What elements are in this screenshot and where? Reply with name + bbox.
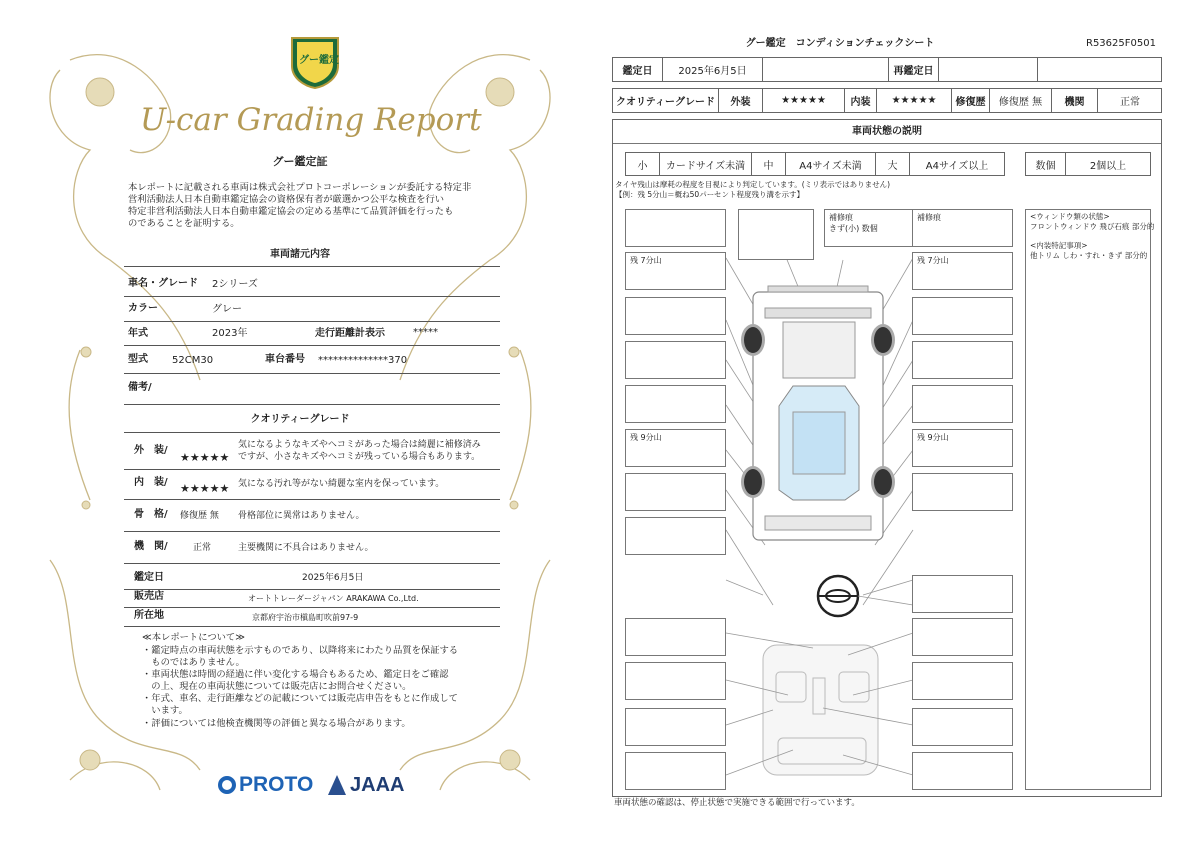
interior-box xyxy=(625,662,726,700)
model-value: 52CM30 xyxy=(172,355,214,366)
jaaa-logo-text: JAAA xyxy=(350,773,405,796)
logo-text: グー鑑定 xyxy=(299,55,339,66)
dealer-value: オートトレーダージャパン ARAKAWA Co.,Ltd. xyxy=(248,594,419,603)
tire-rear-left-icon xyxy=(741,466,765,498)
tire-front-right-icon xyxy=(871,324,895,356)
proto-mark-icon xyxy=(218,776,236,794)
frame-label: 骨 格/ xyxy=(134,509,168,520)
date-row xyxy=(612,57,1162,82)
grade-row xyxy=(612,88,1162,113)
name-label: 車名・グレード xyxy=(128,278,198,289)
ext-desc-line: ですが、小さなキズやヘコミが残っている場合もあります。 xyxy=(238,451,481,462)
intro-line: のであることを証明する。 xyxy=(128,218,240,230)
date-value: 2025年6月5日 xyxy=(302,573,364,583)
tire-note-1: タイヤ残山は摩耗の程度を目視により判定しています。(ミリ表示ではありません) xyxy=(615,180,891,189)
redate-value xyxy=(939,58,1038,81)
panel-box xyxy=(912,341,1013,379)
window-title: <ウィンドウ類の状態> xyxy=(1030,212,1110,221)
engine-label: 機 関/ xyxy=(134,541,168,552)
sheet-ext-value: ★★★★★ xyxy=(763,89,845,112)
panel-box xyxy=(912,473,1013,511)
history-value: 修復歴 無 xyxy=(990,89,1052,112)
chassis-label: 車台番号 xyxy=(265,354,305,365)
legend-small: 小 xyxy=(626,153,660,175)
sheet-date-value: 2025年6月5日 xyxy=(663,58,763,81)
int-desc: 気になる汚れ等がない綺麗な室内を保っています。 xyxy=(238,479,445,489)
panel-box xyxy=(625,385,726,423)
tire-front-left-icon xyxy=(741,324,765,356)
tire-box-front-left xyxy=(625,252,726,290)
mileage-value: ***** xyxy=(413,327,438,338)
engine-desc: 主要機関に不具合はありません。 xyxy=(238,543,374,553)
notes-title: ≪本レポートについて≫ xyxy=(142,632,245,643)
int-stars: ★★★★★ xyxy=(180,482,230,495)
note-line: ものではありません。 xyxy=(142,657,245,669)
sheet-ext-label: 外装 xyxy=(719,89,763,112)
note-line: います。 xyxy=(142,705,188,717)
interior-box xyxy=(912,752,1013,790)
interior-box xyxy=(625,708,726,746)
sheet-date-label: 鑑定日 xyxy=(613,58,663,81)
model-label: 型式 xyxy=(128,354,148,365)
sheet-engine-label: 機関 xyxy=(1052,89,1098,112)
panel-box xyxy=(625,473,726,511)
state-title: 車両状態の説明 xyxy=(852,126,922,137)
color-value: グレー xyxy=(212,304,242,315)
sheet-int-label: 内装 xyxy=(845,89,877,112)
blank-cell xyxy=(763,58,889,81)
color-label: カラー xyxy=(128,303,158,314)
note-line: ・車両状態は時間の経過に伴い変化する場合もあるため、鑑定日をご確認 xyxy=(142,669,449,681)
mileage-label: 走行距離計表示 xyxy=(315,328,385,339)
window-text: フロントウィンドウ 飛び石痕 部分的 xyxy=(1030,222,1155,231)
engine-value: 正常 xyxy=(193,543,212,553)
sheet-title: グー鑑定 コンディションチェックシート xyxy=(745,38,935,49)
panel-box xyxy=(912,385,1013,423)
steering-box xyxy=(912,575,1013,613)
panel-box xyxy=(625,209,726,247)
panel-box xyxy=(738,209,814,260)
count-legend xyxy=(1025,152,1151,176)
intro-line: 特定非営利活動法人日本自動車鑑定協会の定める基準にて品質評価を行ったも xyxy=(128,206,454,218)
interior-box xyxy=(625,752,726,790)
notes-column xyxy=(1025,209,1155,790)
interior-text: 他トリム しわ・すれ・きず 部分的 xyxy=(1030,251,1148,260)
panel-box xyxy=(625,517,726,555)
sheet-footer: 車両状態の確認は、停止状態で実施できる範囲で行っています。 xyxy=(614,798,860,808)
note-line: ・年式、車名、走行距離などの記載については販売店申告をもとに作成して xyxy=(142,693,458,705)
intro-line: 本レポートに記載される車両は株式会社プロトコーポレーションが委託する特定非 xyxy=(128,182,472,193)
count-label: 数個 xyxy=(1026,153,1066,175)
interior-box xyxy=(912,662,1013,700)
grade-label: クオリティーグレード xyxy=(613,89,719,112)
chassis-value: **************370 xyxy=(318,355,408,366)
intro-line: 営利活動法人日本自動車鑑定協会の資格保有者が厳選かつ公平な検査を行い xyxy=(128,194,445,206)
count-value: 2個以上 xyxy=(1089,160,1127,172)
redate-label: 再鑑定日 xyxy=(889,58,939,81)
legend-small-desc: カードサイズ未満 xyxy=(660,153,752,175)
sheet-int-value: ★★★★★ xyxy=(877,89,952,112)
tire-front-right-label: 残 7分山 xyxy=(917,256,949,265)
tire-note-2: 【例：残 5分山＝概ね50パーセント程度残り溝を示す】 xyxy=(615,190,805,199)
panel-box xyxy=(912,297,1013,335)
name-value: 2シリーズ xyxy=(212,279,258,290)
goo-kantei-logo xyxy=(288,32,342,90)
legend-medium: 中 xyxy=(752,153,786,175)
jaaa-logo xyxy=(328,772,404,798)
size-legend xyxy=(625,152,1005,176)
note-line: ・評価については他検査機関等の評価と異なる場合があります。 xyxy=(142,717,411,729)
ext-label: 外 装/ xyxy=(134,445,168,456)
state-box xyxy=(612,119,1162,797)
grade-title: クオリティーグレード xyxy=(250,414,350,425)
tire-rear-right-icon xyxy=(871,466,895,498)
tire-front-left-label: 残 7分山 xyxy=(630,256,662,265)
proto-logo-text: PROTO xyxy=(239,773,314,796)
date-label: 鑑定日 xyxy=(134,572,164,583)
panel-box-repair xyxy=(824,209,914,247)
legend-medium-desc: A4サイズ未満 xyxy=(786,153,876,175)
dealer-label: 販売店 xyxy=(134,591,164,602)
address-value: 京都府宇治市槇島町吹前97-9 xyxy=(252,613,359,622)
remarks-label: 備考/ xyxy=(128,382,152,393)
address-label: 所在地 xyxy=(134,610,164,621)
frame-desc: 骨格部位に異常はありません。 xyxy=(238,511,365,521)
condition-sheet-panel xyxy=(600,0,1200,848)
jaaa-mark-icon xyxy=(328,775,346,795)
legend-large-desc: A4サイズ以上 xyxy=(925,160,989,172)
ext-stars: ★★★★★ xyxy=(180,451,230,464)
intro-text xyxy=(128,182,500,230)
repair-label: 補修痕 xyxy=(917,213,941,222)
legend-large: 大 xyxy=(876,153,910,175)
ext-desc-line: 気になるようなキズやヘコミがあった場合は綺麗に補修済み xyxy=(238,440,481,450)
sheet-engine-value: 正常 xyxy=(1120,97,1140,108)
repair-detail: きず(小) 数個 xyxy=(829,224,878,233)
script-title: U-car Grading Report xyxy=(140,102,482,138)
tire-rear-right-label: 残 9分山 xyxy=(917,433,949,442)
panel-box-repair xyxy=(912,209,1013,247)
proto-logo xyxy=(218,772,313,798)
interior-title: <内装特記事項> xyxy=(1030,241,1088,250)
note-line: の上、現在の車両状態については販売店にお問合せください。 xyxy=(142,681,412,693)
tire-box-rear-right xyxy=(912,429,1013,467)
interior-box xyxy=(625,618,726,656)
ext-desc xyxy=(238,440,481,463)
year-value: 2023年 xyxy=(212,328,248,339)
interior-box xyxy=(912,708,1013,746)
notes xyxy=(142,632,492,730)
panel-box xyxy=(625,341,726,379)
panel-box xyxy=(625,297,726,335)
note-line: ・鑑定時点の車両状態を示すものであり、以降将来にわたり品質を保証する xyxy=(142,645,459,657)
history-label: 修復歴 xyxy=(952,89,990,112)
frame-value: 修復歴 無 xyxy=(180,511,219,521)
sheet-code: R53625F0501 xyxy=(1086,38,1156,49)
year-label: 年式 xyxy=(128,328,148,339)
interior-box xyxy=(912,618,1013,656)
spec-title: 車両諸元内容 xyxy=(270,249,330,260)
tire-box-front-right xyxy=(912,252,1013,290)
repair-label: 補修痕 xyxy=(829,213,853,222)
tire-box-rear-left xyxy=(625,429,726,467)
blank-cell xyxy=(1038,58,1162,81)
int-label: 内 装/ xyxy=(134,477,168,488)
tire-rear-left-label: 残 9分山 xyxy=(630,433,662,442)
cert-title: グー鑑定証 xyxy=(272,155,328,168)
